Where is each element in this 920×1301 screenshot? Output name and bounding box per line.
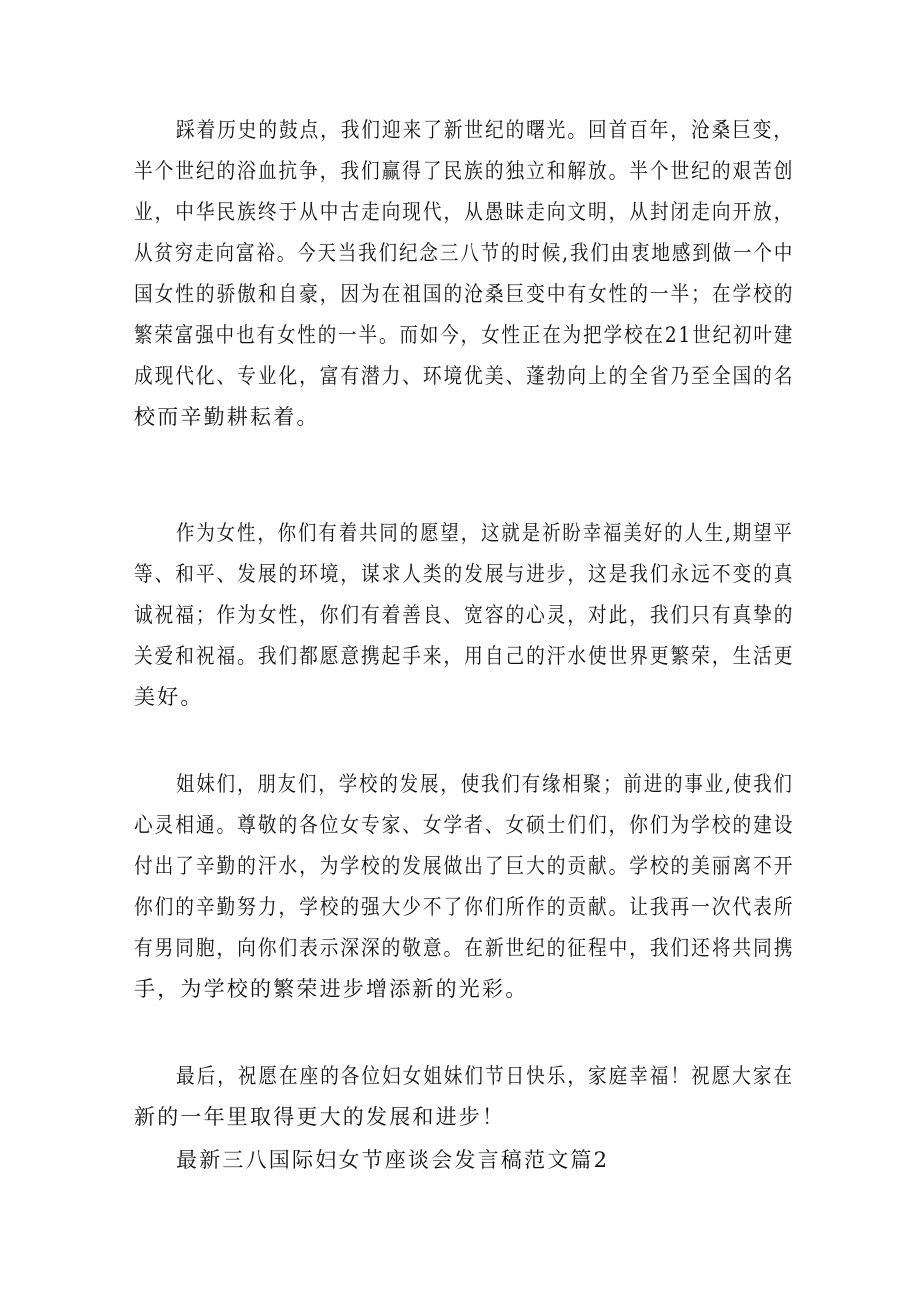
paragraph-line: 繁荣富强中也有女性的一半。而如今，女性正在为把学校在21世纪初叶建: [134, 323, 795, 347]
paragraph-line: 新的一年里取得更大的发展和进步！: [134, 1105, 506, 1129]
paragraph-line: 关爱和祝福。我们都愿意携起手来，用自己的汗水使世界更繁荣，生活更: [134, 644, 795, 668]
paragraph-line: 诚祝福；作为女性，你们有着善良、宽容的心灵，对此，我们只有真挚的: [134, 603, 795, 627]
paragraph-line: 校而辛勤耕耘着。: [134, 405, 320, 429]
paragraph-line: 美好。: [134, 685, 204, 709]
paragraph-line: 踩着历史的鼓点，我们迎来了新世纪的曙光。回首百年，沧桑巨变，: [176, 118, 794, 142]
paragraph-line: 付出了辛勤的汗水，为学校的发展做出了巨大的贡献。学校的美丽离不开: [134, 854, 795, 878]
paragraph-line: 成现代化、专业化，富有潜力、环境优美、蓬勃向上的全省乃至全国的名: [134, 364, 795, 388]
paragraph-line: 有男同胞，向你们表示深深的敬意。在新世纪的征程中，我们还将共同携: [134, 936, 795, 960]
paragraph-line: 最后，祝愿在座的各位妇女姐妹们节日快乐，家庭幸福！祝愿大家在: [176, 1064, 794, 1088]
paragraph-line: 半个世纪的浴血抗争，我们赢得了民族的独立和解放。半个世纪的艰苦创: [134, 159, 795, 183]
paragraph-line: 国女性的骄傲和自豪，因为在祖国的沧桑巨变中有女性的一半；在学校的: [134, 282, 795, 306]
paragraph-line: 手，为学校的繁荣进步增添新的光彩。: [134, 977, 529, 1001]
paragraph-line: 姐妹们，朋友们，学校的发展，使我们有缘相聚；前进的事业,使我们: [176, 772, 794, 796]
paragraph-line: 业，中华民族终于从中古走向现代，从愚昧走向文明，从封闭走向开放，: [134, 200, 795, 224]
section-heading: [134, 1140, 794, 1181]
paragraph-line: 作为女性，你们有着共同的愿望，这就是祈盼幸福美好的人生,期望平: [176, 521, 794, 545]
paragraph-line: 等、和平、发展的环境，谋求人类的发展与进步，这是我们永远不变的真: [134, 562, 795, 586]
paragraph-3: [134, 764, 794, 1010]
paragraph-line: 心灵相通。尊敬的各位女专家、女学者、女硕士们们，你们为学校的建设: [134, 813, 795, 837]
paragraph-line: 你们的辛勤努力，学校的强大少不了你们所作的贡献。让我再一次代表所: [134, 895, 795, 919]
paragraph-1: [134, 110, 794, 438]
paragraph-2: [134, 513, 794, 718]
paragraph-line: 从贫穷走向富裕。今天当我们纪念三八节的时候,我们由衷地感到做一个中: [134, 241, 795, 265]
next-article-title: 最新三八国际妇女节座谈会发言稿范文篇2: [176, 1148, 610, 1172]
paragraph-4: [134, 1056, 794, 1138]
